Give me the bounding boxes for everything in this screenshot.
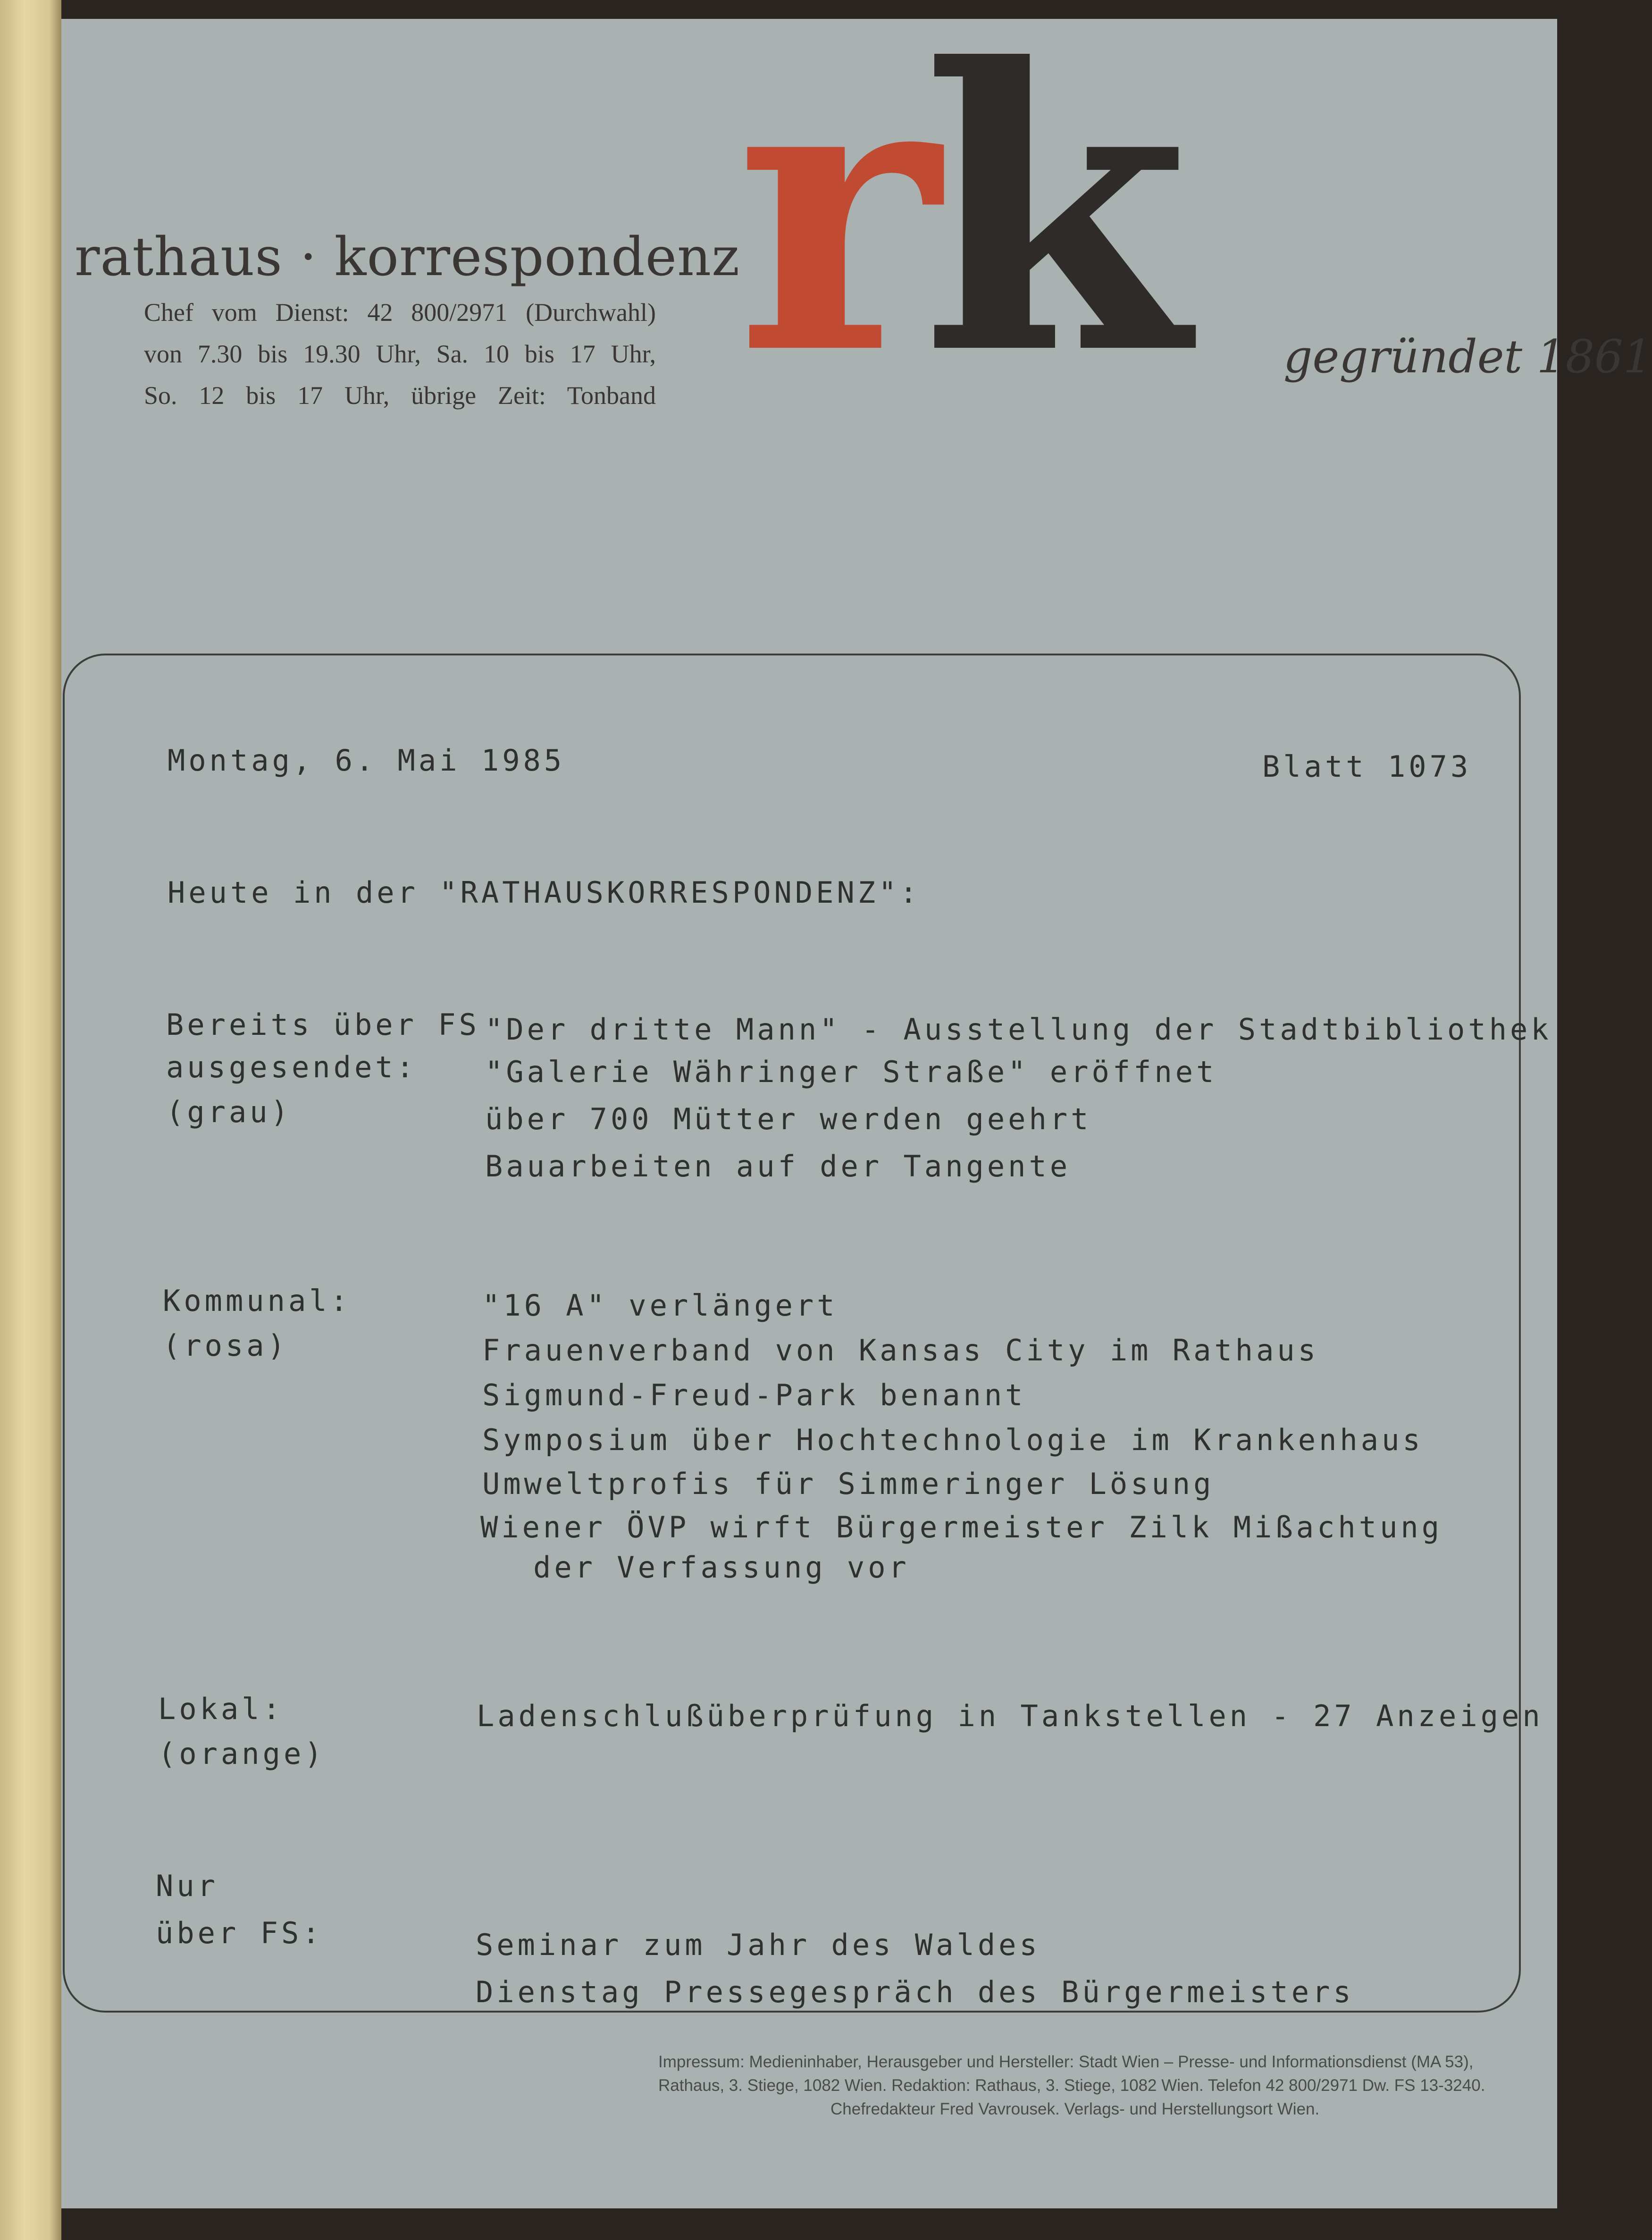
- list-item: Bauarbeiten auf der Tangente: [485, 1149, 1071, 1183]
- list-item: Seminar zum Jahr des Waldes: [476, 1928, 1040, 1962]
- section-label: (grau): [166, 1095, 292, 1129]
- document-page: [61, 0, 1652, 2208]
- contact-line: So. 12 bis 17 Uhr, übrige Zeit: Tonband: [144, 381, 656, 410]
- contents-heading: Heute in der "RATHAUSKORRESPONDENZ":: [168, 875, 921, 910]
- contact-line: Chef vom Dienst: 42 800/2971 (Durchwahl): [144, 298, 656, 327]
- section-label: ausgesendet:: [166, 1050, 417, 1084]
- section-label: Nur: [156, 1869, 218, 1903]
- section-label: Bereits über FS: [166, 1007, 480, 1042]
- list-item: Wiener ÖVP wirft Bürgermeister Zilk Mißachtung: [480, 1510, 1443, 1544]
- contact-info: [144, 292, 656, 416]
- contact-line: von 7.30 bis 19.30 Uhr, Sa. 10 bis 17 Uhr,: [144, 340, 656, 368]
- publication-name: rathaus · korrespondenz: [75, 227, 740, 288]
- book-binding: [0, 0, 61, 2240]
- list-item: über 700 Mütter werden geehrt: [485, 1102, 1092, 1136]
- list-item: Dienstag Pressegespräch des Bürgermeisters: [476, 1975, 1354, 2009]
- section-label: (orange): [158, 1737, 326, 1771]
- logo-letter-k: k: [921, 0, 1171, 439]
- list-item: "Der dritte Mann" - Ausstellung der Stadtbibliothek: [485, 1012, 1552, 1047]
- imprint-line: Chefredakteur Fred Vavrousek. Verlags- und Herstellungsort Wien.: [830, 2100, 1320, 2118]
- rk-logo: [736, 0, 1350, 439]
- list-item: "16 A" verlängert: [482, 1288, 838, 1323]
- section-label: (rosa): [163, 1328, 288, 1363]
- list-item-continuation: der Verfassung vor: [533, 1550, 910, 1585]
- imprint-line: Rathaus, 3. Stiege, 1082 Wien. Redaktion: Rathaus, 3. Stiege, 1082 Wien. Telefon 42 800/2971 Dw. FS 13-3240.: [658, 2076, 1485, 2095]
- section-label: Kommunal:: [163, 1284, 351, 1318]
- issue-date: Montag, 6. Mai 1985: [168, 743, 565, 778]
- list-item: Umweltprofis für Simmeringer Lösung: [482, 1467, 1215, 1501]
- section-label: über FS:: [156, 1916, 323, 1950]
- list-item: Symposium über Hochtechnologie im Krankenhaus: [482, 1423, 1424, 1457]
- imprint-line: Impressum: Medieninhaber, Herausgeber und Hersteller: Stadt Wien – Presse- und Informationsdienst (MA 53),: [658, 2053, 1474, 2071]
- list-item: Ladenschlußüberprüfung in Tankstellen - 27 Anzeigen: [477, 1699, 1543, 1733]
- founded-note: gegründet 1861: [1283, 330, 1652, 383]
- list-item: Sigmund-Freud-Park benannt: [482, 1378, 1026, 1412]
- sheet-number: Blatt 1073: [1262, 749, 1472, 784]
- list-item: Frauenverband von Kansas City im Rathaus: [482, 1333, 1319, 1367]
- list-item: "Galerie Währinger Straße" eröffnet: [485, 1055, 1217, 1089]
- section-label: Lokal:: [158, 1692, 284, 1726]
- logo-letter-r: r: [736, 0, 922, 439]
